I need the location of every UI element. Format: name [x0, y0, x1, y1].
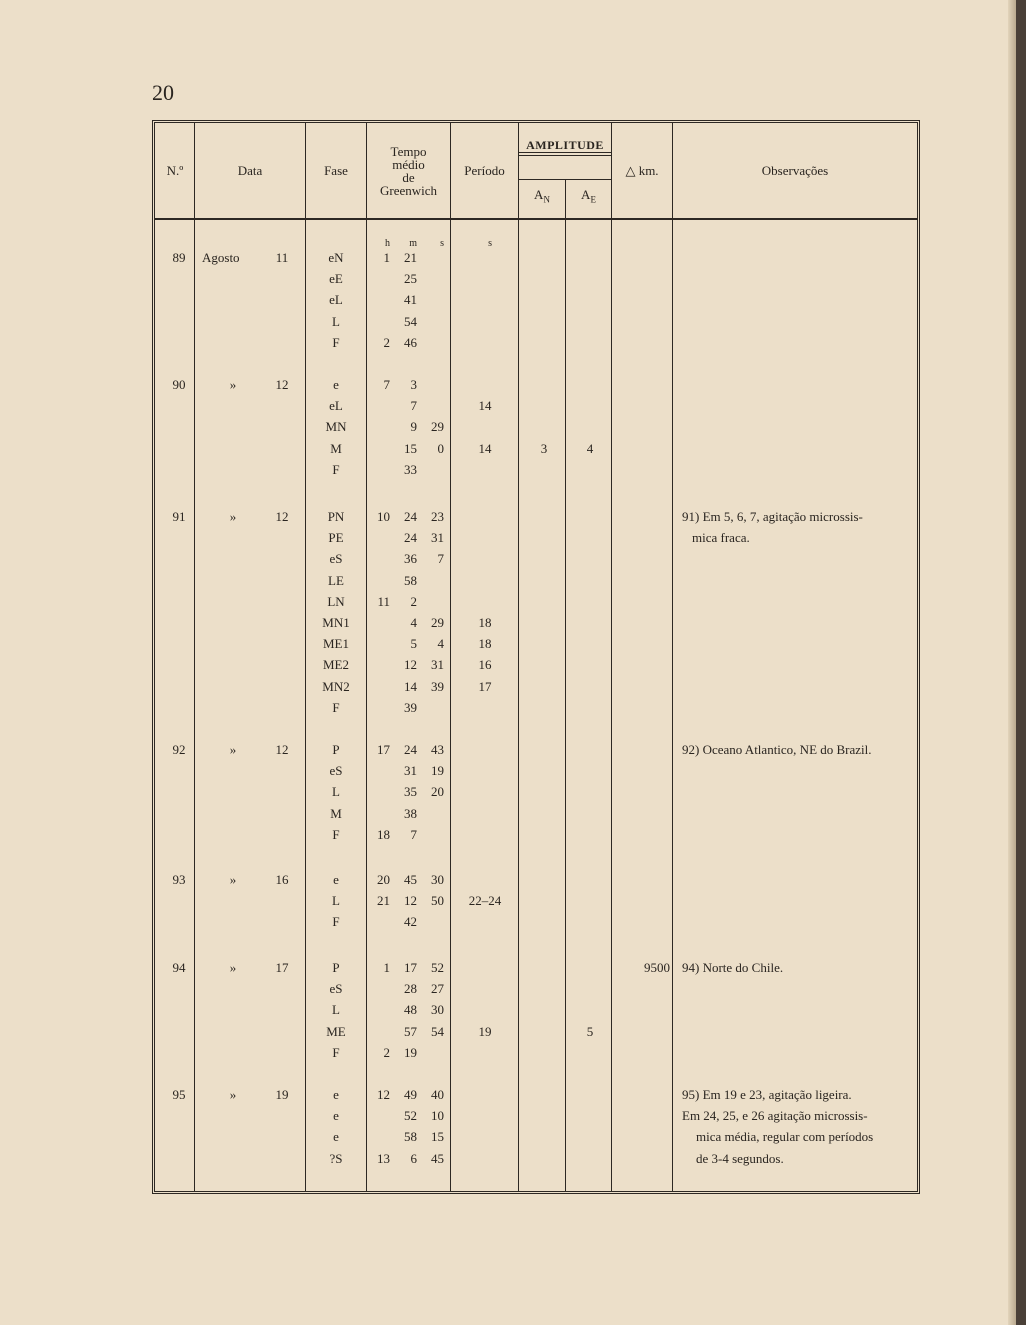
- time-minutes: 3: [410, 377, 417, 392]
- rule-amp-top-a: [518, 152, 611, 153]
- phase-label: LN: [327, 593, 345, 609]
- rule-no-data: [194, 123, 195, 1191]
- entry-number: 90: [172, 377, 186, 392]
- time-hours: 11: [377, 593, 390, 609]
- ditto-mark: »: [229, 509, 237, 524]
- phase-label: F: [332, 461, 340, 477]
- observation-line: de 3-4 segundos.: [696, 1150, 784, 1166]
- phase-label: P: [332, 742, 340, 757]
- period-value: 14: [478, 398, 492, 414]
- entry-month: Agosto: [202, 250, 240, 265]
- time-minutes: 57: [404, 1023, 417, 1039]
- phase-label: e: [333, 1108, 339, 1124]
- phase-label: F: [332, 1044, 340, 1060]
- period-value: 14: [478, 440, 492, 456]
- time-minutes: 42: [404, 914, 417, 930]
- header-distance-unit: km.: [638, 163, 659, 178]
- phase-label: PE: [328, 530, 344, 546]
- time-minutes: 15: [404, 440, 417, 456]
- rule-fase-tempo: [366, 123, 367, 1191]
- time-hours: 17: [377, 742, 390, 757]
- phase-label: MN2: [322, 678, 350, 694]
- phase-label: ?S: [329, 1150, 343, 1166]
- header-tempo-line-1: Tempo: [390, 144, 427, 159]
- amplitude-e-value: 4: [586, 440, 594, 456]
- rule-dist-obs: [672, 123, 673, 1191]
- time-minutes: 28: [404, 981, 417, 997]
- header-an-sub: N: [543, 194, 550, 205]
- entry-number: 91: [172, 509, 186, 524]
- phase-label: ME2: [323, 657, 349, 673]
- time-minutes: 45: [404, 872, 417, 887]
- time-minutes: 2: [410, 593, 417, 609]
- time-minutes: 6: [410, 1150, 417, 1166]
- time-minutes: 49: [404, 1087, 417, 1102]
- time-seconds: 52: [431, 960, 444, 975]
- time-hours: 20: [377, 872, 390, 887]
- header-tempo-line-2: médio: [392, 157, 425, 172]
- time-minutes: 4: [410, 615, 417, 630]
- ditto-mark: »: [229, 960, 237, 975]
- header-an-letter: A: [534, 187, 544, 202]
- phase-label: e: [333, 377, 339, 392]
- unit-h: h: [385, 238, 390, 249]
- time-seconds: 31: [431, 657, 444, 673]
- phase-label: F: [332, 826, 340, 842]
- entry-day: 16: [275, 872, 289, 887]
- entry-number: 93: [172, 872, 186, 887]
- entry-day: 19: [275, 1087, 289, 1102]
- phase-label: ME: [326, 1023, 346, 1039]
- time-seconds: 45: [431, 1150, 444, 1166]
- time-hours: 2: [383, 334, 390, 350]
- time-minutes: 7: [410, 826, 417, 842]
- header-fase: Fase: [324, 163, 348, 178]
- period-value: 22–24: [468, 893, 502, 909]
- time-hours: 12: [377, 1087, 390, 1102]
- rule-periodo-amp: [518, 123, 519, 1191]
- time-seconds: 10: [431, 1108, 444, 1124]
- phase-label: eE: [329, 271, 343, 287]
- phase-label: P: [332, 960, 340, 975]
- header-data: Data: [237, 163, 263, 178]
- time-minutes: 24: [404, 530, 417, 546]
- time-seconds: 15: [431, 1129, 444, 1145]
- time-minutes: 25: [404, 271, 417, 287]
- time-seconds: 7: [437, 551, 444, 567]
- period-value: 17: [478, 678, 492, 694]
- header-tempo-line-4: Greenwich: [379, 183, 438, 198]
- phase-label: e: [333, 1129, 339, 1145]
- period-value: 16: [478, 657, 492, 673]
- time-minutes: 39: [404, 699, 417, 715]
- phase-label: eL: [329, 292, 343, 308]
- entry-day: 12: [275, 742, 289, 757]
- time-minutes: 14: [404, 678, 417, 694]
- time-minutes: 48: [404, 1002, 417, 1018]
- delta-icon: △: [625, 163, 636, 178]
- time-minutes: 58: [404, 1129, 417, 1145]
- time-minutes: 24: [404, 509, 417, 524]
- time-minutes: 41: [404, 292, 417, 308]
- header-ae-sub: E: [590, 194, 596, 205]
- rule-tempo-periodo: [450, 123, 451, 1191]
- time-minutes: 21: [404, 250, 417, 265]
- time-minutes: 33: [404, 461, 417, 477]
- page-edge: [1016, 0, 1026, 1325]
- phase-label: ME1: [323, 636, 349, 652]
- phase-label: eL: [329, 398, 343, 414]
- entry-day: 17: [275, 960, 289, 975]
- time-minutes: 7: [410, 398, 417, 414]
- observation-line: 92) Oceano Atlantico, NE do Brazil.: [682, 742, 872, 757]
- time-seconds: 27: [431, 981, 444, 997]
- period-value: 18: [478, 615, 492, 630]
- entry-day: 11: [275, 250, 289, 265]
- observation-line: 91) Em 5, 6, 7, agitação microssis-: [682, 509, 863, 524]
- ditto-mark: »: [229, 1087, 237, 1102]
- page-edge-shadow: [1008, 0, 1016, 1325]
- unit-periodo: s: [488, 238, 492, 249]
- time-minutes: 12: [404, 657, 417, 673]
- amplitude-n-value: 3: [540, 440, 548, 456]
- phase-label: M: [330, 805, 342, 821]
- header-distance: [612, 164, 672, 178]
- time-minutes: 12: [404, 893, 417, 909]
- phase-label: PN: [327, 509, 345, 524]
- phase-label: L: [332, 1002, 340, 1018]
- time-minutes: 46: [404, 334, 417, 350]
- time-minutes: 19: [404, 1044, 417, 1060]
- time-minutes: 36: [404, 551, 417, 567]
- time-hours: 1: [383, 250, 390, 265]
- time-hours: 13: [377, 1150, 390, 1166]
- time-seconds: 43: [431, 742, 444, 757]
- header-amplitude: AMPLITUDE: [526, 138, 604, 152]
- entry-number: 89: [172, 250, 186, 265]
- observation-line: 95) Em 19 e 23, agitação ligeira.: [682, 1087, 852, 1102]
- header-an: [519, 188, 565, 207]
- time-hours: 18: [377, 826, 390, 842]
- time-minutes: 5: [410, 636, 417, 652]
- entry-number: 95: [172, 1087, 186, 1102]
- phase-label: MN: [325, 419, 347, 435]
- time-minutes: 38: [404, 805, 417, 821]
- rule-header-bottom: [155, 218, 917, 220]
- observation-line: 94) Norte do Chile.: [682, 960, 784, 975]
- time-seconds: 0: [437, 440, 444, 456]
- time-hours: 7: [383, 377, 390, 392]
- phase-label: e: [333, 872, 339, 887]
- phase-label: eN: [328, 250, 344, 265]
- entry-number: 92: [172, 742, 186, 757]
- ditto-mark: »: [229, 742, 237, 757]
- time-seconds: 30: [431, 1002, 444, 1018]
- phase-label: MN1: [322, 615, 350, 630]
- phase-label: eS: [329, 763, 343, 779]
- time-minutes: 9: [410, 419, 417, 435]
- time-hours: 2: [383, 1044, 390, 1060]
- time-minutes: 35: [404, 784, 417, 800]
- time-minutes: 17: [404, 960, 417, 975]
- time-minutes: 31: [404, 763, 417, 779]
- unit-s: s: [440, 238, 444, 249]
- observation-line: mica média, regular com períodos: [696, 1129, 874, 1145]
- rule-data-fase: [305, 123, 306, 1191]
- header-periodo: Período: [464, 163, 505, 178]
- phase-label: F: [332, 914, 340, 930]
- table-frame: [152, 120, 920, 1194]
- phase-label: L: [332, 313, 340, 329]
- time-minutes: 54: [404, 313, 417, 329]
- time-seconds: 30: [431, 872, 444, 887]
- time-hours: 1: [383, 960, 390, 975]
- time-seconds: 23: [431, 509, 444, 524]
- time-seconds: 4: [437, 636, 444, 652]
- period-value: 18: [478, 636, 492, 652]
- time-seconds: 40: [431, 1087, 444, 1102]
- ditto-mark: »: [229, 377, 237, 392]
- phase-label: LE: [328, 572, 344, 588]
- time-seconds: 19: [431, 763, 444, 779]
- time-minutes: 24: [404, 742, 417, 757]
- phase-label: M: [330, 440, 342, 456]
- time-seconds: 54: [431, 1023, 444, 1039]
- amplitude-e-value: 5: [586, 1023, 594, 1039]
- rule-amp-mid: [518, 179, 611, 180]
- observation-line: Em 24, 25, e 26 agitação microssis-: [682, 1108, 868, 1124]
- time-seconds: 39: [431, 678, 444, 694]
- header-ae-letter: A: [581, 187, 591, 202]
- header-tempo-line-3: de: [402, 170, 415, 185]
- observation-line: mica fraca.: [692, 530, 750, 546]
- time-hours: 10: [377, 509, 390, 524]
- header-no: N.º: [166, 163, 184, 178]
- phase-label: eS: [329, 981, 343, 997]
- header-ae: [566, 188, 611, 207]
- phase-label: F: [332, 699, 340, 715]
- time-seconds: 31: [431, 530, 444, 546]
- entry-day: 12: [275, 509, 289, 524]
- unit-m: m: [409, 238, 417, 249]
- phase-label: eS: [329, 551, 343, 567]
- time-seconds: 50: [431, 893, 444, 909]
- phase-label: L: [332, 893, 340, 909]
- time-seconds: 29: [431, 419, 444, 435]
- phase-label: e: [333, 1087, 339, 1102]
- rule-an-ae: [565, 180, 566, 1191]
- ditto-mark: »: [229, 872, 237, 887]
- time-minutes: 52: [404, 1108, 417, 1124]
- distance-value: 9500: [644, 960, 670, 975]
- phase-label: F: [332, 334, 340, 350]
- time-seconds: 29: [431, 615, 444, 630]
- time-minutes: 58: [404, 572, 417, 588]
- time-hours: 21: [377, 893, 390, 909]
- rule-amp-top-b: [518, 155, 611, 156]
- entry-number: 94: [172, 960, 186, 975]
- page-number: 20: [152, 80, 174, 105]
- phase-label: L: [332, 784, 340, 800]
- period-value: 19: [478, 1023, 492, 1039]
- time-seconds: 20: [431, 784, 444, 800]
- header-observacoes: Observações: [761, 163, 829, 178]
- entry-day: 12: [275, 377, 289, 392]
